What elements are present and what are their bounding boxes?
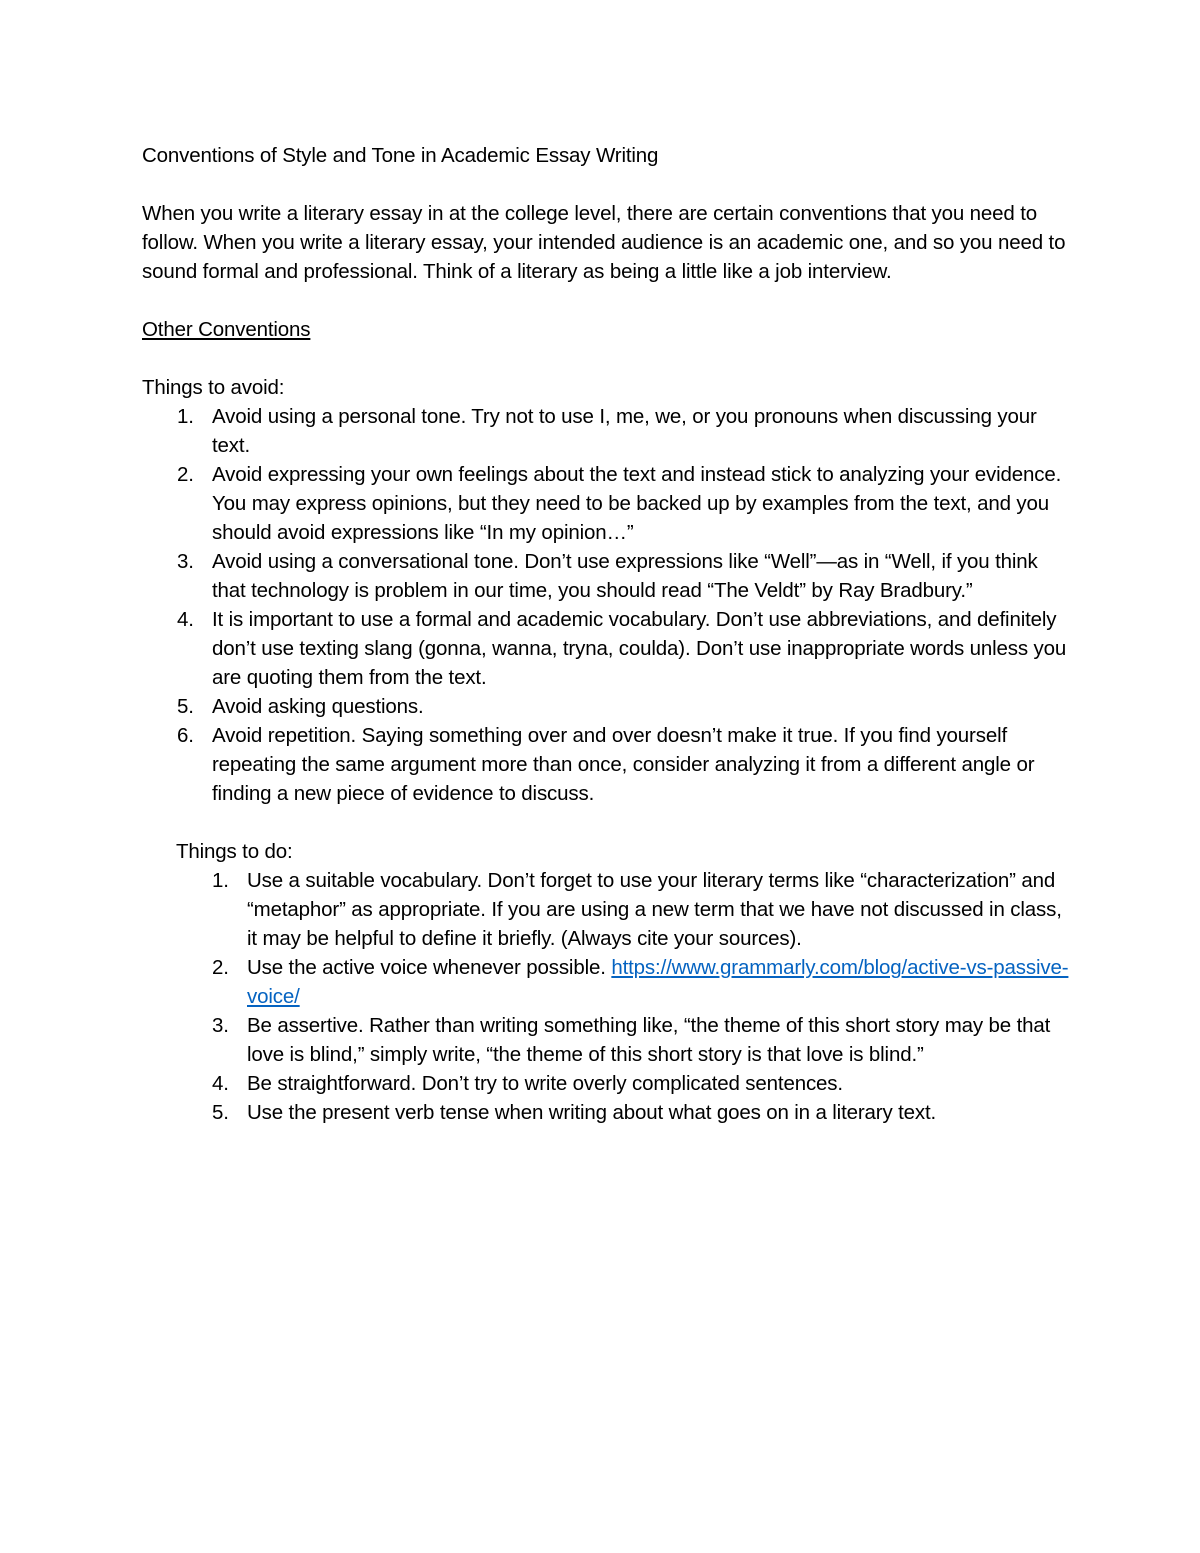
list-item-text: Use a suitable vocabulary. Don’t forget to use your literary terms like “characterization” and “metaphor” as appropriate. If you are using a new term that we have not discussed in class, it may be helpful to define it briefly. (Always cite your sources).: [247, 869, 1062, 950]
list-item: [142, 721, 1072, 808]
list-item-text: Avoid asking questions.: [212, 695, 424, 718]
list-item-text: Avoid using a personal tone. Try not to use I, me, we, or you pronouns when discussing your text.: [212, 405, 1037, 457]
section-heading-other-conventions: Other Conventions: [142, 318, 311, 341]
do-list-heading: Things to do:: [176, 840, 293, 863]
list-item: [142, 1069, 1072, 1098]
grammarly-link[interactable]: https://www.grammarly.com/blog/active-vs-passive-voice/: [247, 956, 1069, 1008]
list-number: 3.: [177, 550, 194, 573]
list-number: 4.: [212, 1072, 229, 1095]
list-number: 2.: [212, 956, 229, 979]
list-item-text: Avoid expressing your own feelings about the text and instead stick to analyzing your evidence. You may express opinions, but they need to be backed up by examples from the text, and you should avoid expressions like “In my opinion…”: [212, 463, 1062, 544]
list-item: [142, 1011, 1072, 1069]
list-number: 1.: [177, 405, 194, 428]
avoid-list: [142, 402, 1072, 808]
list-item-text: Be assertive. Rather than writing something like, “the theme of this short story may be that love is blind,” simply write, “the theme of this short story is that love is blind.”: [247, 1014, 1051, 1066]
list-number: 1.: [212, 869, 229, 892]
list-number: 6.: [177, 724, 194, 747]
list-item: [142, 460, 1072, 547]
do-list: [142, 866, 1072, 1127]
list-number: 5.: [177, 695, 194, 718]
list-number: 3.: [212, 1014, 229, 1037]
list-item: [142, 605, 1072, 692]
document-title: Conventions of Style and Tone in Academic Essay Writing: [142, 144, 659, 167]
list-item-text: Be straightforward. Don’t try to write overly complicated sentences.: [247, 1072, 843, 1095]
list-number: 2.: [177, 463, 194, 486]
list-item: [142, 402, 1072, 460]
intro-paragraph: When you write a literary essay in at the college level, there are certain conventions that you need to follow. When you write a literary essay, your intended audience is an academic one, and so you need to sound formal and professional. Think of a literary as being a little like a job interview.: [142, 202, 1066, 283]
document-body: [142, 141, 1072, 1127]
list-number: 5.: [212, 1101, 229, 1124]
list-item: [142, 547, 1072, 605]
list-item: [142, 692, 1072, 721]
avoid-list-heading: Things to avoid:: [142, 376, 285, 399]
list-number: 4.: [177, 608, 194, 631]
list-item: [142, 1098, 1072, 1127]
list-item: [142, 866, 1072, 953]
list-item-text: Use the present verb tense when writing about what goes on in a literary text.: [247, 1101, 937, 1124]
list-item-text: Avoid using a conversational tone. Don’t use expressions like “Well”—as in “Well, if you think that technology is problem in our time, you should read “The Veldt” by Ray Bradbury.”: [212, 550, 1038, 602]
list-item: [142, 953, 1072, 1011]
list-item-text: It is important to use a formal and academic vocabulary. Don’t use abbreviations, and definitely don’t use texting slang (gonna, wanna, tryna, coulda). Don’t use inappropriate words unless you are quoting them from the text.: [212, 608, 1067, 689]
list-item-text: Avoid repetition. Saying something over and over doesn’t make it true. If you find yourself repeating the same argument more than once, consider analyzing it from a different angle or finding a new piece of evidence to discuss.: [212, 724, 1035, 805]
list-item-text: Use the active voice whenever possible.: [247, 956, 612, 979]
